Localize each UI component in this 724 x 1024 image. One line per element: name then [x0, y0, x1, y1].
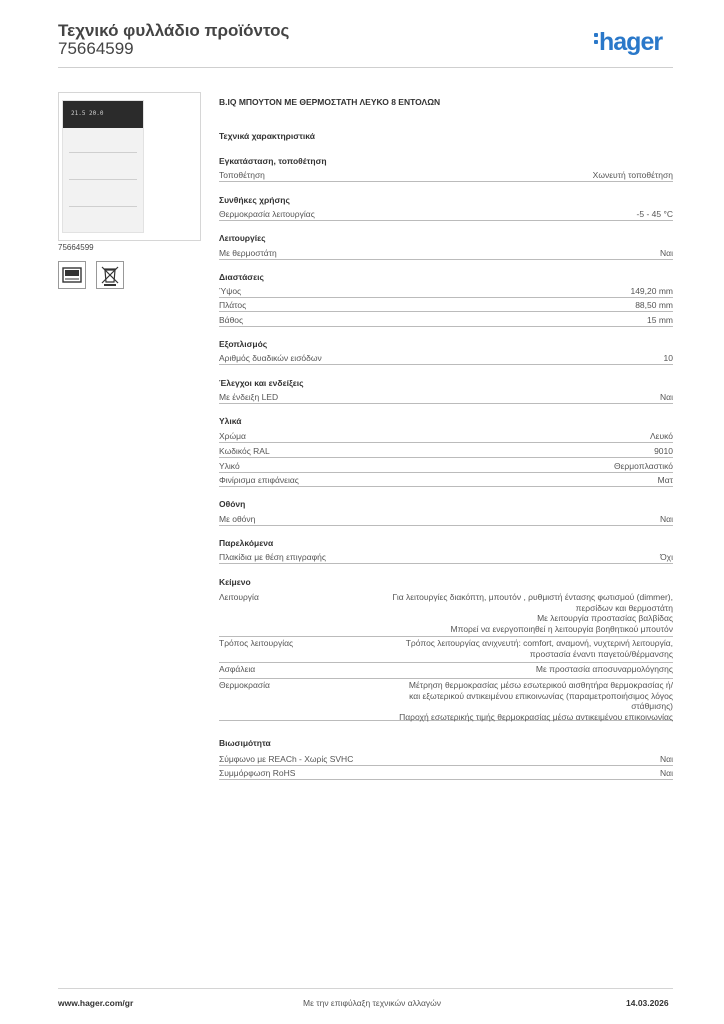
group-title: Παρελκόμενα: [219, 538, 274, 548]
spec-row: [219, 767, 673, 780]
spec-row: [219, 460, 673, 473]
spec-label: Τοποθέτηση: [219, 170, 265, 180]
text-line: στάθμισης): [631, 701, 673, 711]
group-title: Κείμενο: [219, 577, 251, 587]
spec-value: 15 mm: [647, 315, 673, 325]
header-title: Τεχνικό φυλλάδιο προϊόντος: [58, 21, 290, 40]
spec-row: [219, 285, 673, 298]
text-line: Μέτρηση θερμοκρασίας μέσω εσωτερικού αισθητήρα θερμοκρασίας ή/: [408, 680, 673, 690]
group-title: Βιωσιμότητα: [219, 738, 271, 748]
footer-rule: [58, 988, 673, 989]
group-title: Εξοπλισμός: [219, 339, 268, 349]
text-line: Για λειτουργίες διακόπτη, μπουτόν , ρυθμιστή έντασης φωτισμού (dimmer),: [392, 592, 673, 602]
group-title: Εγκατάσταση, τοποθέτηση: [219, 156, 327, 166]
product-title: B.IQ ΜΠΟΥΤΟΝ ΜΕ ΘΕΡΜΟΣΤΑΤΗ ΛΕΥΚΟ 8 ΕΝΤΟΛΩΝ: [219, 97, 441, 107]
text-value: [343, 664, 673, 675]
spec-label: Πλακίδια με θέση επιγραφής: [219, 552, 326, 562]
text-value: [343, 592, 673, 634]
header-rule: [58, 67, 673, 68]
header-product-code: 75664599: [58, 39, 134, 58]
spec-row: [219, 430, 673, 443]
spec-label: Κωδικός RAL: [219, 446, 270, 456]
text-line: Με λειτουργία προστασίας βαλβίδας: [537, 613, 673, 623]
spec-row: [219, 208, 673, 221]
text-line: Παροχή εσωτερικής τιμής θερμοκρασίας μέσω αντικειμένου επικοινωνίας: [399, 711, 673, 722]
spec-row: [219, 551, 673, 564]
spec-label: Ύψος: [219, 286, 242, 296]
spec-label: Με οθόνη: [219, 514, 256, 524]
spec-label: Πλάτος: [219, 300, 247, 310]
text-label: Τρόπος λειτουργίας: [219, 638, 294, 648]
device-illustration: [62, 100, 144, 233]
group-title: Διαστάσεις: [219, 272, 264, 282]
spec-value: 88,50 mm: [635, 300, 673, 310]
group-title: Συνθήκες χρήσης: [219, 195, 290, 205]
spec-value: Ματ: [657, 475, 673, 485]
spec-value: Λευκό: [650, 431, 673, 441]
spec-row: [219, 474, 673, 487]
spec-value: Όχι: [660, 552, 673, 562]
text-line: και εξωτερικού αντικειμένου επικοινωνίας (παραμετροποιήσιμος λόγος: [409, 690, 673, 701]
hager-logo: hager: [594, 28, 662, 57]
footer-website: www.hager.com/gr: [58, 998, 134, 1008]
section-title: Τεχνικά χαρακτηριστικά: [219, 131, 315, 141]
spec-row: [219, 513, 673, 526]
spec-value: 149,20 mm: [630, 286, 673, 296]
text-value: [343, 680, 673, 722]
spec-row: [219, 753, 673, 766]
spec-value: -5 - 45 °C: [636, 209, 673, 219]
weee-bin-icon: [96, 261, 124, 289]
spec-label: Υλικό: [219, 461, 240, 471]
device-button-divider: [69, 152, 137, 153]
spec-value: Ναι: [660, 754, 673, 764]
spec-value: Χωνευτή τοποθέτηση: [592, 170, 673, 180]
text-line: Με προστασία αποσυναρμολόγησης: [535, 664, 673, 674]
photo-product-code: 75664599: [58, 243, 94, 252]
group-title: Οθόνη: [219, 499, 246, 509]
thermostat-display-icon: [58, 261, 86, 289]
spec-label: Βάθος: [219, 315, 244, 325]
spec-value: Ναι: [660, 248, 673, 258]
text-line: προστασία έναντι παγετού/θέρμανσης: [529, 648, 673, 659]
text-row: [219, 678, 673, 721]
device-display: 21.5 20.0: [63, 101, 143, 128]
footer-date: 14.03.2026: [626, 998, 669, 1008]
text-line: Τρόπος λειτουργίας ανιχνευτή: comfort, αναμονή, νυχτερινή λειτουργία,: [405, 638, 673, 648]
text-row: [219, 590, 673, 637]
text-row: [219, 662, 673, 679]
group-title: Έλεγχοι και ενδείξεις: [219, 378, 304, 388]
text-line: Μπορεί να ενεργοποιηθεί η λειτουργία βοηθητικού μπουτόν: [450, 623, 673, 634]
spec-row: [219, 299, 673, 312]
spec-label: Σύμφωνο με REACh - Χωρίς SVHC: [219, 754, 354, 764]
spec-label: Φινίρισμα επιφάνειας: [219, 475, 299, 485]
text-row: [219, 636, 673, 663]
group-title: Λειτουργίες: [219, 233, 266, 243]
spec-label: Με θερμοστάτη: [219, 248, 277, 258]
spec-row: [219, 445, 673, 458]
spec-row: [219, 247, 673, 260]
text-label: Θερμοκρασία: [219, 680, 270, 690]
device-button-divider: [69, 179, 137, 180]
spec-value: Ναι: [660, 392, 673, 402]
text-line: περσίδων και θερμοστάτη: [575, 602, 673, 613]
spec-label: Θερμοκρασία λειτουργίας: [219, 209, 315, 219]
spec-value: Θερμοπλαστικό: [613, 461, 673, 471]
spec-value: Ναι: [660, 768, 673, 778]
product-photo: [58, 92, 201, 241]
spec-row: [219, 391, 673, 404]
footer-note: Με την επιφύλαξη τεχνικών αλλαγών: [303, 998, 442, 1008]
spec-value: Ναι: [660, 514, 673, 524]
spec-value: 10: [663, 353, 673, 363]
spec-label: Με ένδειξη LED: [219, 392, 279, 402]
spec-row: [219, 352, 673, 365]
spec-label: Χρώμα: [219, 431, 246, 441]
text-label: Λειτουργία: [219, 592, 259, 602]
spec-row: [219, 314, 673, 327]
group-title: Υλικά: [219, 416, 242, 426]
spec-label: Αριθμός δυαδικών εισόδων: [219, 353, 322, 363]
spec-row: [219, 169, 673, 182]
device-button-divider: [69, 206, 137, 207]
text-value: [343, 638, 673, 659]
text-label: Ασφάλεια: [219, 664, 256, 674]
spec-value: 9010: [654, 446, 673, 456]
spec-label: Συμμόρφωση RoHS: [219, 768, 296, 778]
